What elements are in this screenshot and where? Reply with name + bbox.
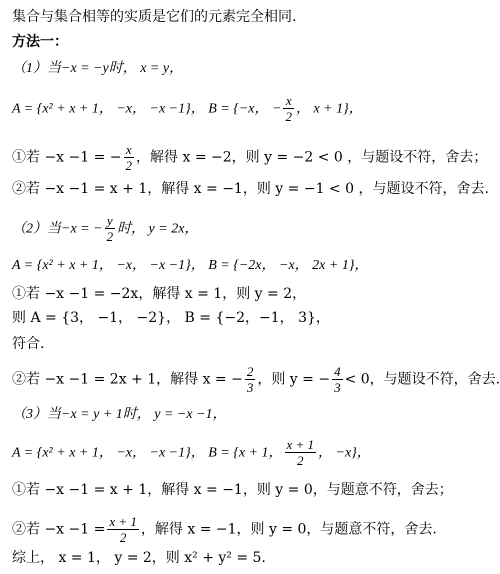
- case2-sets-text: A = {x² + x + 1， −x， −x −1}， B = {−2x， −x， 2x + 1}，: [12, 258, 369, 273]
- fraction-numerator: y: [106, 213, 113, 228]
- case2-conclusion: [12, 335, 44, 353]
- case3-subcase1: [12, 481, 453, 499]
- case1-heading: [12, 59, 183, 78]
- summary-line: [12, 549, 266, 567]
- case2-subcase1: [12, 285, 306, 303]
- intro-text: 集合与集合相等的实质是它们的元素完全相同.: [12, 9, 297, 25]
- case1-subcase2-text: ②若 −x −1 = x + 1，解得 x = −1，则 y = −1 < 0 ，与题设不符，舍去.: [12, 181, 489, 197]
- case2-sets-result-text: 则 A = {3， −1， −2}， B = {−2，−1， 3}，: [12, 310, 330, 326]
- case2-subcase2-right: < 0，与题设不符，舍去.: [344, 371, 500, 388]
- case2-conclusion-text: 符合.: [12, 336, 45, 352]
- case1-subcase1-fraction: [124, 142, 135, 173]
- case2-subcase2-fraction-y: [332, 364, 343, 395]
- case3-sets-left: A = {x² + x + 1， −x， −x −1}， B = {x + 1，: [12, 445, 283, 461]
- case2-heading-left: （2）当−x = −: [12, 221, 103, 237]
- case3-sets: [12, 437, 371, 468]
- case1-sets-fraction: [283, 93, 294, 124]
- method-title-text: 方法一：: [12, 34, 68, 50]
- case2-heading-right: 时， y = 2x，: [117, 221, 199, 237]
- case1-subcase2: [12, 180, 489, 198]
- case2-heading-fraction: [105, 213, 116, 244]
- fraction-numerator: x + 1: [286, 437, 315, 452]
- fraction-numerator: 4: [334, 364, 341, 379]
- case1-subcase1-left: ①若 −x −1 = −: [12, 149, 122, 166]
- fraction-denominator: 3: [334, 380, 341, 395]
- case2-sets: [12, 256, 368, 275]
- case3-sets-right: ， −x}，: [318, 445, 371, 461]
- case1-sets-left: A = {x² + x + 1， −x， −x −1}， B = {−x， −: [12, 101, 282, 117]
- case3-subcase2-fraction: [107, 514, 139, 545]
- case3-subcase2: [12, 514, 437, 545]
- case2-sets-result: [12, 309, 330, 327]
- case1-heading-text: （1）当−x = −y时， x = y，: [12, 61, 184, 76]
- fraction-denominator: 3: [246, 380, 254, 395]
- case3-heading-text: （3）当−x = y + 1时， y = −x −1，: [12, 407, 227, 422]
- case3-sets-fraction: [285, 437, 317, 468]
- fraction-denominator: 2: [125, 158, 133, 173]
- intro-line: [12, 8, 296, 26]
- case1-subcase1: [12, 142, 487, 173]
- summary-text: 综上， x = 1， y = 2，则 x² + y² = 5.: [12, 550, 266, 566]
- fraction-numerator: 2: [246, 364, 254, 379]
- case2-subcase1-text: ①若 −x −1 = −2x，解得 x = 1，则 y = 2，: [12, 286, 307, 302]
- case2-heading: [12, 213, 198, 244]
- case1-subcase1-right: ，解得 x = −2，则 y = −2 < 0 ，与题设不符，舍去；: [136, 149, 488, 166]
- case2-subcase2-fraction-x: [245, 364, 256, 395]
- case2-subcase2: [12, 364, 500, 395]
- case1-sets-right: ， x + 1}，: [295, 101, 363, 117]
- case2-subcase2-mid: ，则 y = −: [257, 371, 331, 388]
- fraction-numerator: x: [125, 142, 132, 157]
- fraction-numerator: x: [285, 93, 292, 108]
- case2-subcase2-left: ②若 −x −1 = 2x + 1，解得 x = −: [12, 371, 243, 388]
- case3-subcase2-left: ②若 −x −1 =: [12, 521, 106, 538]
- method-title: [12, 33, 68, 51]
- fraction-denominator: 2: [106, 229, 114, 244]
- fraction-numerator: x + 1: [109, 514, 137, 529]
- case3-subcase1-text: ①若 −x −1 = x + 1，解得 x = −1，则 y = 0，与题意不符，舍去；: [12, 482, 453, 498]
- case1-sets: [12, 93, 363, 124]
- fraction-denominator: 2: [107, 529, 139, 545]
- fraction-denominator: 2: [285, 109, 292, 124]
- case3-heading: [12, 405, 227, 424]
- fraction-denominator: 2: [285, 452, 317, 468]
- case3-subcase2-right: ，解得 x = −1，则 y = 0，与题意不符，舍去.: [140, 521, 437, 538]
